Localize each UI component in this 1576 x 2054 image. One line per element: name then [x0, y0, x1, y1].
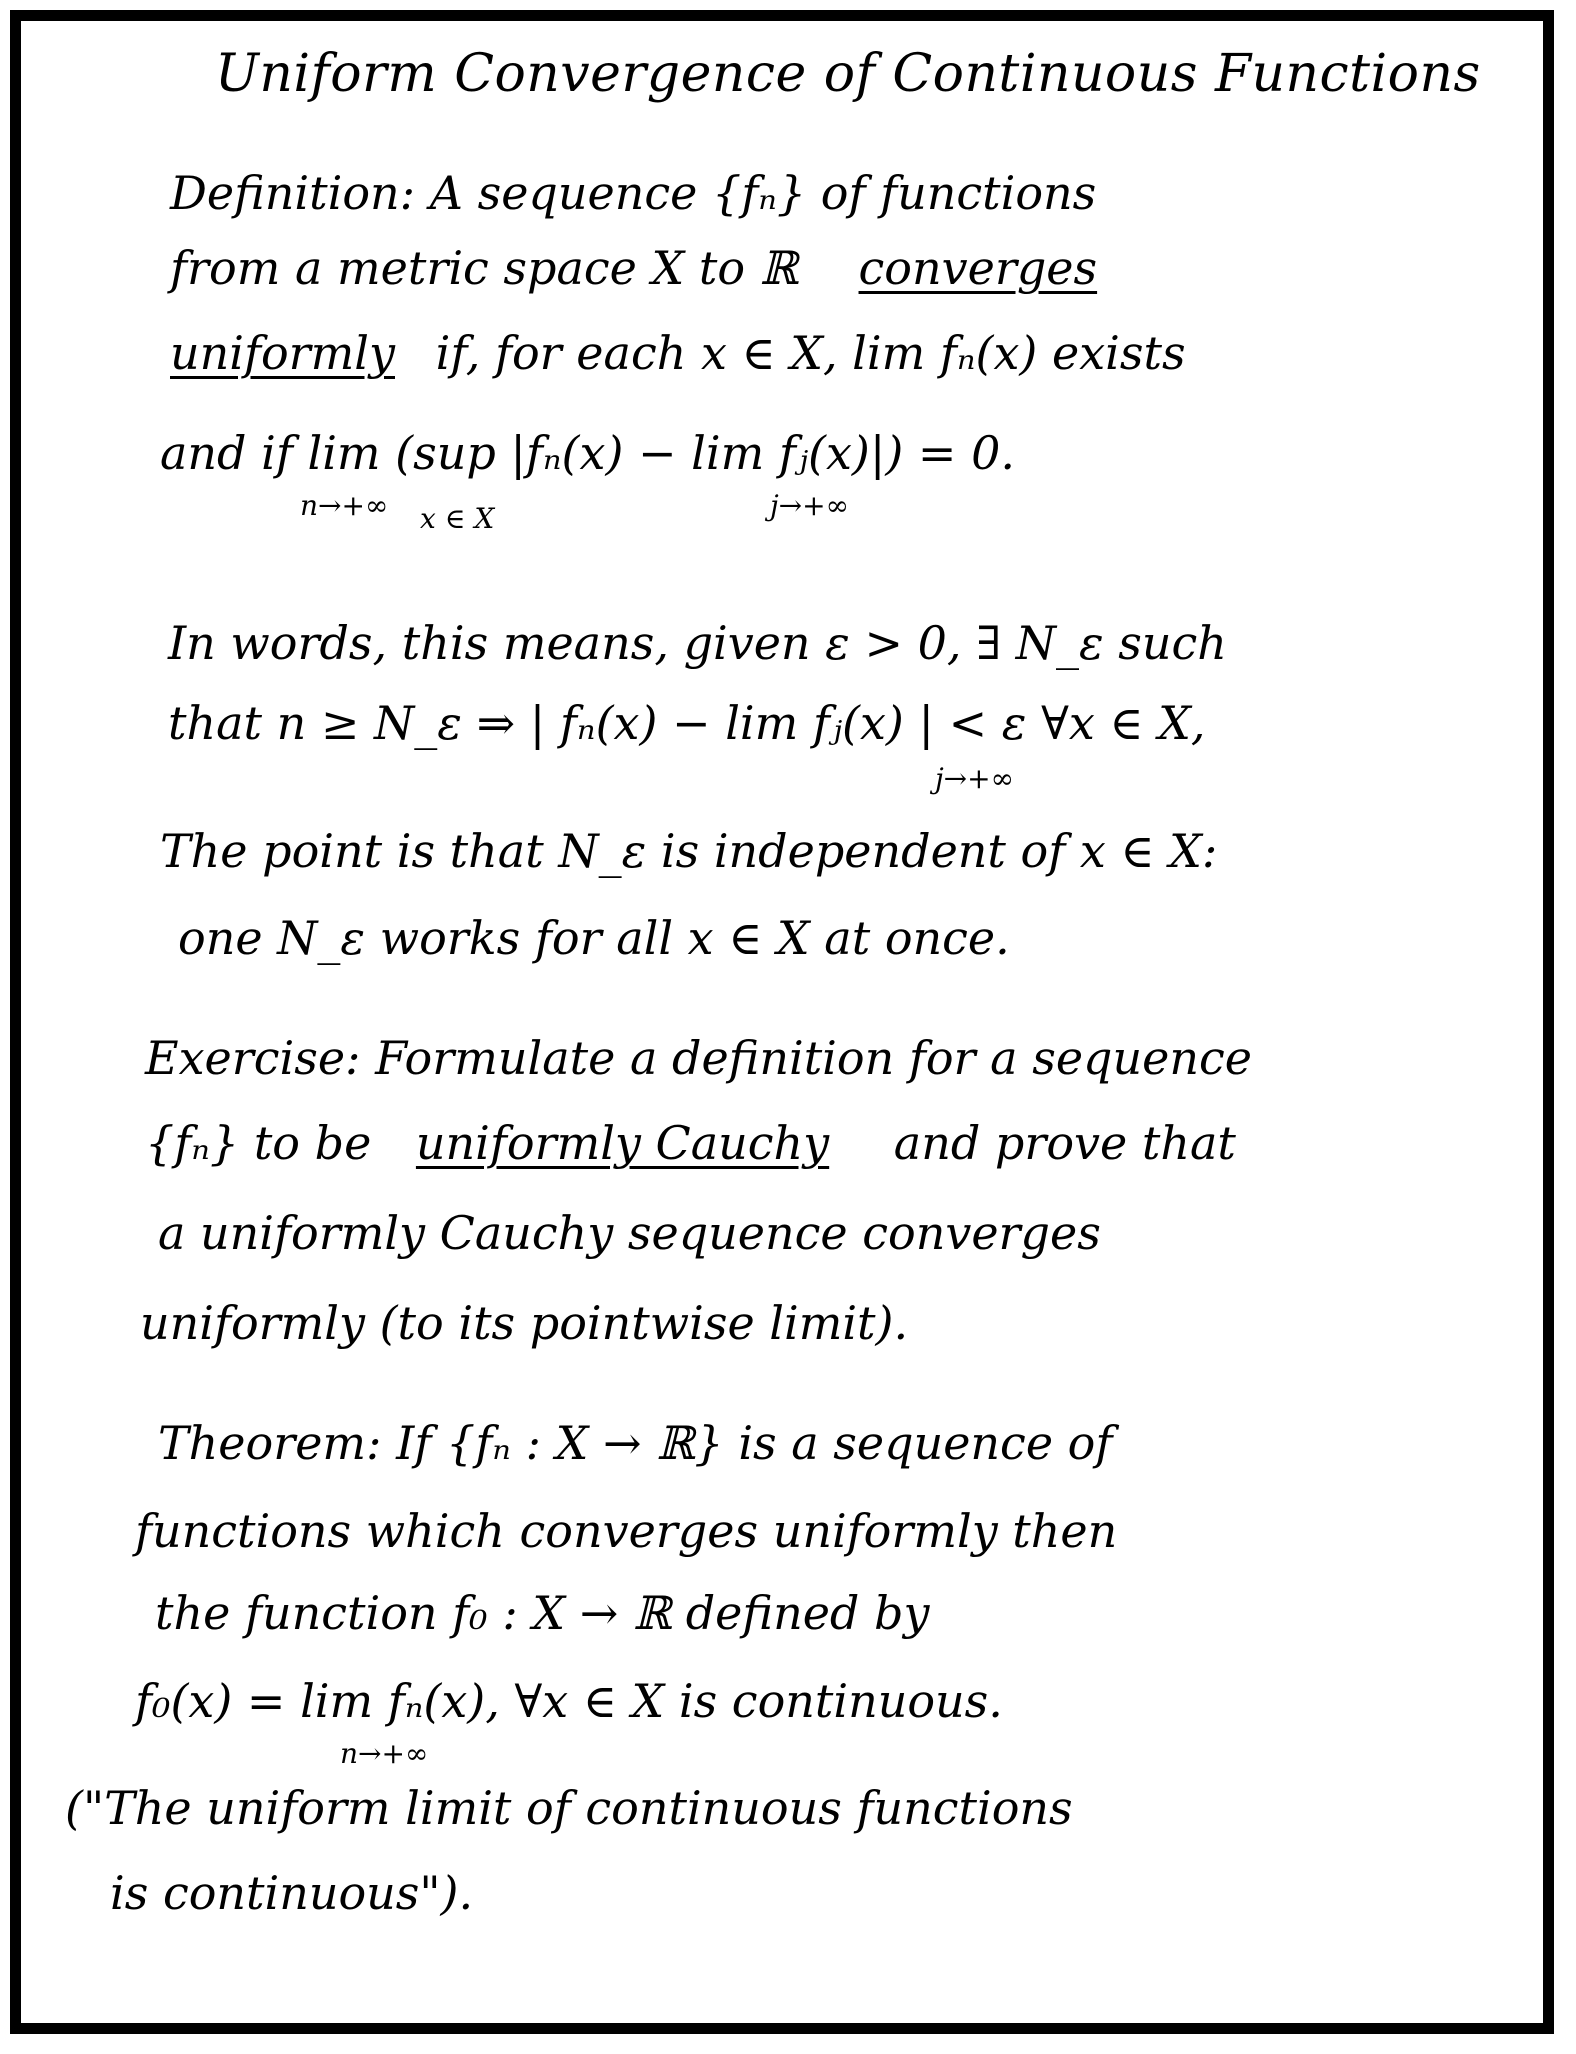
- exercise-line-4: uniformly (to its pointwise limit).: [140, 1296, 909, 1350]
- definition-line-4: and if lim (sup |fₙ(x) − lim fⱼ(x)|) = 0.: [160, 426, 1015, 480]
- page-frame: [10, 10, 1554, 2034]
- definition-sub-n-limit: n→+∞: [300, 489, 389, 522]
- theorem-line-5: ("The uniform limit of continuous functions: [65, 1781, 1073, 1835]
- exercise-line-3: a uniformly Cauchy sequence converges: [158, 1206, 1101, 1260]
- definition-sub-j-limit: j→+∞: [770, 489, 849, 522]
- term-uniformly-cauchy: uniformly Cauchy: [415, 1116, 830, 1170]
- definition-line-2: [170, 241, 1098, 295]
- theorem-sub-n-limit: n→+∞: [340, 1737, 429, 1770]
- exercise-line-2-post: and prove that: [893, 1116, 1236, 1170]
- words-line-2: that n ≥ N_ε ⇒ | fₙ(x) − lim fⱼ(x) | < ε ∀x ∈ X,: [168, 696, 1206, 750]
- exercise-line-2-pre: {fₙ} to be: [145, 1116, 372, 1170]
- definition-line-3-rest: if, for each x ∈ X, lim fₙ(x) exists: [435, 326, 1186, 380]
- page-title: Uniform Convergence of Continuous Functions: [215, 44, 1481, 104]
- exercise-line-2: [145, 1116, 1236, 1170]
- words-line-1: In words, this means, given ε > 0, ∃ N_ε such: [168, 616, 1227, 670]
- exercise-line-1: Exercise: Formulate a definition for a sequence: [145, 1031, 1252, 1085]
- theorem-line-4: f₀(x) = lim fₙ(x), ∀x ∈ X is continuous.: [135, 1674, 1003, 1728]
- definition-line-2-text: from a metric space X to ℝ: [170, 241, 798, 295]
- theorem-line-1: Theorem: If {fₙ : X → ℝ} is a sequence of: [158, 1416, 1113, 1470]
- theorem-line-3: the function f₀ : X → ℝ defined by: [155, 1586, 930, 1640]
- definition-line-1: Definition: A sequence {fₙ} of functions: [170, 166, 1097, 220]
- definition-line-3: [170, 326, 1186, 380]
- term-converges: converges: [858, 241, 1098, 295]
- definition-sub-sup: x ∈ X: [420, 502, 495, 535]
- theorem-line-2: functions which converges uniformly then: [135, 1504, 1118, 1558]
- words-sub-j-limit: j→+∞: [935, 762, 1014, 795]
- term-uniformly: uniformly: [170, 326, 395, 380]
- theorem-line-6: is continuous").: [110, 1866, 474, 1920]
- words-line-3: The point is that N_ε is independent of x ∈ X:: [160, 824, 1218, 878]
- words-line-4: one N_ε works for all x ∈ X at once.: [178, 911, 1010, 965]
